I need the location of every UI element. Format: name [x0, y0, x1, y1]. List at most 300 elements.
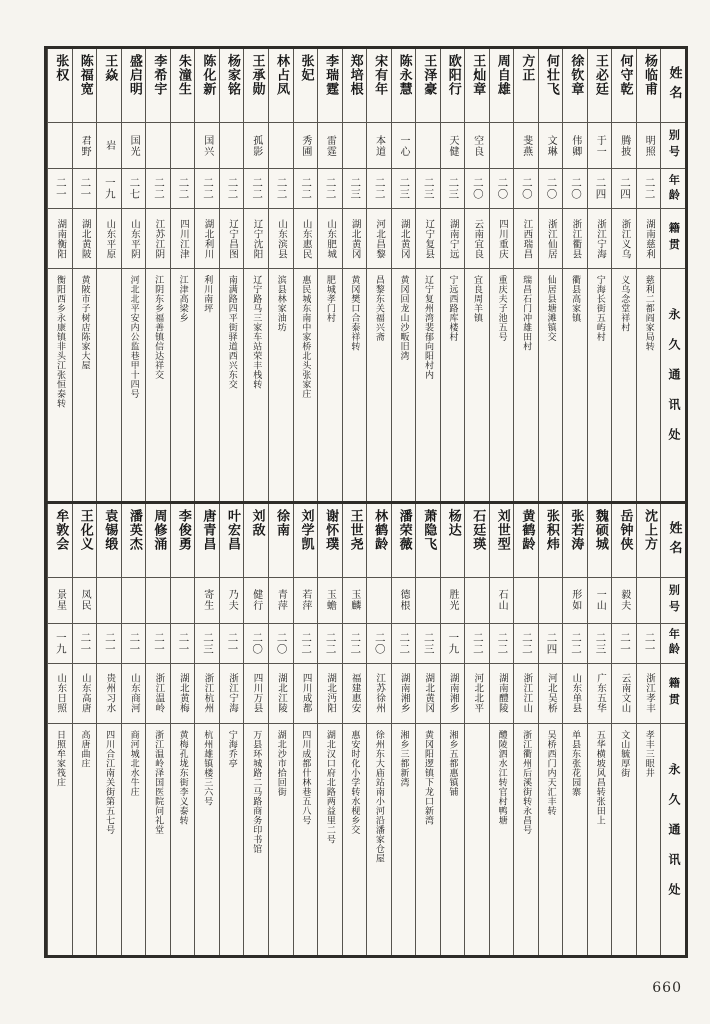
entry-alias: 国光: [122, 123, 146, 169]
entry-origin: 江西瑞昌: [514, 209, 538, 269]
entry-alias: 孤影: [244, 123, 268, 169]
entry-alias: 伟卿: [563, 123, 587, 169]
entry-origin: 山东滨县: [269, 209, 293, 269]
entry-address: 肥城孝门村: [324, 275, 335, 323]
entry-alias: 腾披: [612, 123, 636, 169]
entry-age: 二一: [612, 624, 636, 664]
entry-address: 义乌念堂祥村: [619, 275, 630, 332]
entry-age: 一九: [97, 169, 121, 209]
entry-address: 黄陂市子树店陈家大屋: [79, 275, 90, 370]
entry-address: 慈利二都阎家局转: [643, 275, 654, 351]
entry-address: 湖北沙市拾回街: [275, 729, 286, 796]
entry-origin: 湖北沔阳: [318, 664, 342, 724]
entry-column: [415, 504, 440, 956]
entry-alias: 天健: [441, 123, 465, 169]
entry-origin: 河北吴桥: [539, 664, 563, 724]
entry-name: 袁锡缎: [97, 504, 121, 578]
entry-name: 潘英杰: [122, 504, 146, 578]
entry-name: 刘世型: [490, 504, 514, 578]
entry-column: [587, 504, 612, 956]
entry-alias: 国兴: [195, 123, 219, 169]
entry-address: 吴桥西门内天汇丰转: [545, 729, 556, 815]
entry-name: 魏硕城: [588, 504, 612, 578]
entry-alias: [146, 123, 170, 169]
entry-age: 二三: [416, 169, 440, 209]
header-age-label: 年龄: [661, 169, 685, 209]
entry-column: [513, 504, 538, 956]
entry-alias: [490, 123, 514, 169]
entry-origin: 湖北黄陂: [73, 209, 97, 269]
entry-alias: [269, 123, 293, 169]
entry-column: [513, 49, 538, 501]
entry-age: 二二: [318, 624, 342, 664]
entry-alias: [97, 578, 121, 624]
header-alias-label: 别号: [661, 578, 685, 624]
entry-address: 辽宁复州湾裴郁向阳村内: [422, 275, 433, 380]
entry-alias: [637, 578, 661, 624]
entry-name: 林占凤: [269, 49, 293, 123]
entry-alias: 斐燕: [514, 123, 538, 169]
entry-origin: 江苏江阴: [146, 209, 170, 269]
entry-alias: 明照: [637, 123, 661, 169]
entry-name: 陈福宽: [73, 49, 97, 123]
entry-age: 二二: [294, 169, 318, 209]
entry-column: [121, 504, 146, 956]
entry-column: [219, 49, 244, 501]
entry-age: 二一: [122, 624, 146, 664]
entry-column: [194, 504, 219, 956]
entry-column: [342, 504, 367, 956]
entry-column: [72, 49, 97, 501]
entry-age: 二〇: [244, 624, 268, 664]
entry-column: [317, 504, 342, 956]
entry-name: 王必廷: [588, 49, 612, 123]
entry-alias: [465, 578, 489, 624]
entry-address: 四川合江南关街第五七号: [104, 729, 115, 834]
header-origin-label: 籍贯: [661, 209, 685, 269]
entry-origin: 湖南慈利: [637, 209, 661, 269]
entry-alias: [367, 578, 391, 624]
entry-alias: 岩: [97, 123, 121, 169]
entry-alias: [514, 578, 538, 624]
entry-column: [636, 49, 661, 501]
entry-origin: 山东平阴: [122, 209, 146, 269]
entry-origin: 山东日照: [48, 664, 72, 724]
entry-name: 刘学凯: [294, 504, 318, 578]
header-name-label: 姓名: [661, 49, 685, 123]
entry-name: 方正: [514, 49, 538, 123]
entry-address: 宁远西路库楼村: [447, 275, 458, 342]
entry-column: [440, 504, 465, 956]
entry-address: 瑞昌石门冲雄田村: [521, 275, 532, 351]
entry-name: 黄鹤龄: [514, 504, 538, 578]
entry-age: 二二: [563, 624, 587, 664]
entry-origin: 浙江宁海: [220, 664, 244, 724]
entry-age: 二四: [539, 624, 563, 664]
entry-address: 湖北汉口府北路两益里二号: [324, 729, 335, 844]
entry-column: [47, 49, 72, 501]
entry-name: 刘敌: [244, 504, 268, 578]
entry-alias: [146, 578, 170, 624]
entry-name: 郑培根: [343, 49, 367, 123]
entry-column: [366, 49, 391, 501]
entry-column: [317, 49, 342, 501]
header-name-label: 姓名: [661, 504, 685, 578]
table-band-top: [47, 49, 685, 504]
entry-age: 二〇: [490, 169, 514, 209]
entry-origin: 湖南醴陵: [490, 664, 514, 724]
entry-address: 四川成都什林巷五八号: [300, 729, 311, 825]
entry-origin: 山东高唐: [73, 664, 97, 724]
entry-name: 陈永慧: [392, 49, 416, 123]
entry-address: 孝丰三眼井: [643, 729, 654, 777]
entry-name: 牟敦会: [48, 504, 72, 578]
entry-alias: 文琳: [539, 123, 563, 169]
entry-origin: 湖南衡阳: [48, 209, 72, 269]
entry-origin: 辽宁沈阳: [244, 209, 268, 269]
header-column: [660, 504, 685, 956]
entry-address: 杭州雄镇楼三六号: [202, 729, 213, 806]
header-origin-label: 籍贯: [661, 664, 685, 724]
header-address-label: 永久通讯处: [666, 762, 681, 913]
entry-address: 宁海乔亭: [226, 729, 237, 768]
entry-origin: 湖北黄冈: [416, 664, 440, 724]
entry-origin: 广东五华: [588, 664, 612, 724]
entry-name: 李瑞霆: [318, 49, 342, 123]
entry-origin: 浙江杭州: [195, 664, 219, 724]
entry-age: 二一: [97, 624, 121, 664]
entry-age: 二二: [392, 624, 416, 664]
entry-column: [464, 49, 489, 501]
entry-alias: [416, 578, 440, 624]
entry-origin: 辽宁昌图: [220, 209, 244, 269]
entry-column: [415, 49, 440, 501]
entry-name: 张妃: [294, 49, 318, 123]
entry-column: [587, 49, 612, 501]
entry-name: 盛启明: [122, 49, 146, 123]
entry-column: [366, 504, 391, 956]
entry-column: [391, 49, 416, 501]
entry-alias: [171, 578, 195, 624]
entry-address: 衡阳西乡永康镇非头江张恒泰转: [55, 275, 65, 408]
entry-origin: 江苏徐州: [367, 664, 391, 724]
entry-age: 二一: [220, 624, 244, 664]
entry-origin: 贵州习水: [97, 664, 121, 724]
entry-name: 沈上方: [637, 504, 661, 578]
entry-address: 醴陵泗水江转官村鸭塘: [496, 729, 507, 825]
entry-age: 二一: [146, 624, 170, 664]
entry-origin: 四川万县: [244, 664, 268, 724]
entry-alias: [122, 578, 146, 624]
entry-age: 二二: [220, 169, 244, 209]
entry-address: 辽宁路马三家车站荣丰栈转: [251, 275, 262, 389]
entry-age: 二二: [171, 169, 195, 209]
entry-address: 日照牟家筏庄: [55, 729, 65, 787]
entry-address: 宁海长街五屿村: [594, 275, 605, 342]
entry-name: 林鹤龄: [367, 504, 391, 578]
entry-origin: 山东平原: [97, 209, 121, 269]
entry-address: 利川南坪: [202, 275, 213, 313]
entry-origin: 四川重庆: [490, 209, 514, 269]
entry-name: 杨家铭: [220, 49, 244, 123]
entry-alias: 青萍: [269, 578, 293, 624]
entry-age: 二〇: [269, 624, 293, 664]
entry-alias: 一山: [588, 578, 612, 624]
entry-origin: 山东惠民: [294, 209, 318, 269]
entry-column: [72, 504, 97, 956]
entry-alias: 凤民: [73, 578, 97, 624]
entry-origin: 湖南宁远: [441, 209, 465, 269]
entry-column: [464, 504, 489, 956]
entry-address: 河北北平安内公监巷甲十四号: [128, 275, 139, 399]
entry-address: 文山毓厚街: [619, 729, 630, 777]
entry-name: 王泽豪: [416, 49, 440, 123]
entry-name: 唐青昌: [195, 504, 219, 578]
entry-alias: 德根: [392, 578, 416, 624]
entry-column: [194, 49, 219, 501]
entry-age: 二二: [637, 169, 661, 209]
entry-age: 一九: [441, 624, 465, 664]
entry-address: 徐州东大庙站南小河沿潘家仓屋: [373, 729, 384, 863]
entry-age: 二一: [637, 624, 661, 664]
entry-age: 二三: [392, 169, 416, 209]
entry-age: 二四: [612, 169, 636, 209]
entry-address: 惠民城东南中家桥北头张家庄: [300, 275, 311, 399]
entry-address: [97, 269, 121, 501]
entry-origin: 湖北黄冈: [392, 209, 416, 269]
entry-age: 二〇: [563, 169, 587, 209]
entry-name: 李希宇: [146, 49, 170, 123]
entry-origin: 河北昌黎: [367, 209, 391, 269]
entry-name: 杨临甫: [637, 49, 661, 123]
entry-name: 王化义: [73, 504, 97, 578]
entry-alias: 本道: [367, 123, 391, 169]
entry-name: 徐南: [269, 504, 293, 578]
entry-address: 湘乡五都惠镇铺: [447, 729, 458, 796]
entry-column: [636, 504, 661, 956]
entry-address: 江阴东乡福善镇信达祥交: [153, 275, 164, 380]
entry-name: 王灿章: [465, 49, 489, 123]
entry-name: 欧阳行: [441, 49, 465, 123]
entry-column: [293, 504, 318, 956]
entry-address: 黄冈樊口合泰祥转: [349, 275, 360, 351]
entry-address: 仙居县塘滩镇交: [545, 275, 556, 342]
entry-origin: 四川江津: [171, 209, 195, 269]
entry-address: 江津高梁乡: [177, 275, 188, 323]
entry-age: 二三: [195, 624, 219, 664]
entry-name: 王焱: [97, 49, 121, 123]
entry-origin: 湖南湘乡: [392, 664, 416, 724]
entry-age: 二〇: [514, 169, 538, 209]
entry-age: 二三: [588, 624, 612, 664]
entry-address: 浙江衢州后溪街转永昌号: [521, 729, 532, 834]
entry-address: 重庆夫子池五号: [496, 275, 507, 342]
entry-alias: [220, 123, 244, 169]
entry-alias: [539, 578, 563, 624]
entry-age: 二二: [195, 169, 219, 209]
entry-address: 五华横坡风昌转张田上: [594, 729, 605, 825]
entry-column: [538, 504, 563, 956]
entry-address: 宜良周羊镇: [472, 275, 483, 323]
entry-age: 二二: [367, 169, 391, 209]
entry-column: [170, 504, 195, 956]
entry-alias: 一心: [392, 123, 416, 169]
entry-origin: 云南文山: [612, 664, 636, 724]
entry-column: [538, 49, 563, 501]
entry-age: 二二: [343, 624, 367, 664]
entry-origin: 山东肥城: [318, 209, 342, 269]
entry-column: [96, 504, 121, 956]
entry-address: 黄冈阳逻镇下龙口新湾: [422, 729, 433, 825]
entry-origin: 湖北黄梅: [171, 664, 195, 724]
entry-age: 二二: [490, 624, 514, 664]
entry-origin: 山东单县: [563, 664, 587, 724]
entry-column: [293, 49, 318, 501]
entry-column: [268, 504, 293, 956]
entry-alias: [343, 123, 367, 169]
entry-origin: 浙江义乌: [612, 209, 636, 269]
entry-name: 萧隐飞: [416, 504, 440, 578]
entry-column: [489, 504, 514, 956]
entry-column: [243, 49, 268, 501]
entry-alias: [416, 123, 440, 169]
entry-origin: 浙江孝丰: [637, 664, 661, 724]
entry-age: 二〇: [367, 624, 391, 664]
entry-alias: 玉麟: [343, 578, 367, 624]
entry-alias: 雷霆: [318, 123, 342, 169]
entry-name: 杨达: [441, 504, 465, 578]
entry-name: 李俊勇: [171, 504, 195, 578]
header-age-label: 年龄: [661, 624, 685, 664]
entry-name: 张权: [48, 49, 72, 123]
entry-age: 二二: [146, 169, 170, 209]
entry-name: 宋有年: [367, 49, 391, 123]
entry-column: [170, 49, 195, 501]
entry-column: [562, 49, 587, 501]
entry-age: 二一: [73, 169, 97, 209]
entry-name: 张若涛: [563, 504, 587, 578]
entry-age: 二一: [48, 169, 72, 209]
entry-column: [243, 504, 268, 956]
entry-column: [562, 504, 587, 956]
table-band-bottom: [47, 504, 685, 956]
entry-origin: 浙江衢县: [563, 209, 587, 269]
entry-column: [611, 49, 636, 501]
entry-address: 黄冈回龙山沙畈旧湾: [398, 275, 409, 361]
entry-address: 浙江温岭泽国医院问礼堂: [153, 729, 164, 834]
entry-origin: 四川成都: [294, 664, 318, 724]
entry-alias: 秀圃: [294, 123, 318, 169]
entry-alias: 胜光: [441, 578, 465, 624]
entry-age: 二三: [416, 624, 440, 664]
entry-origin: 浙江温岭: [146, 664, 170, 724]
entry-age: 二二: [294, 624, 318, 664]
entry-alias: 形如: [563, 578, 587, 624]
entry-alias: 寄生: [195, 578, 219, 624]
entry-name: 朱潼生: [171, 49, 195, 123]
entry-origin: 湖北江陵: [269, 664, 293, 724]
entry-age: 一九: [48, 624, 72, 664]
entry-address: 万县环城路二马路商务印书馆: [251, 729, 262, 853]
entry-age: 二七: [122, 169, 146, 209]
entry-name: 周自雄: [490, 49, 514, 123]
entry-name: 何壮飞: [539, 49, 563, 123]
header-address-label: 永久通讯处: [666, 308, 681, 459]
entry-address: 商河城北水牛庄: [128, 729, 139, 796]
entry-address: 滨县林家油坊: [275, 275, 286, 332]
entry-address: [465, 724, 489, 956]
entry-address: 高唐曲庄: [79, 729, 90, 768]
entry-column: [47, 504, 72, 956]
entry-origin: 福建惠安: [343, 664, 367, 724]
entry-alias: 乃夫: [220, 578, 244, 624]
entry-alias: 若萍: [294, 578, 318, 624]
entry-origin: 河北北平: [465, 664, 489, 724]
entry-column: [121, 49, 146, 501]
entry-age: 二二: [465, 624, 489, 664]
entry-name: 何守乾: [612, 49, 636, 123]
entry-age: 二二: [244, 169, 268, 209]
entry-alias: 毅夫: [612, 578, 636, 624]
entry-name: 潘荣薇: [392, 504, 416, 578]
entry-alias: 空良: [465, 123, 489, 169]
entry-origin: 湖北黄冈: [343, 209, 367, 269]
entry-column: [440, 49, 465, 501]
entry-age: 二〇: [539, 169, 563, 209]
entry-age: 二三: [343, 169, 367, 209]
entry-name: 谢怀璞: [318, 504, 342, 578]
entry-origin: 辽宁复县: [416, 209, 440, 269]
entry-column: [391, 504, 416, 956]
entry-name: 陈化新: [195, 49, 219, 123]
entry-column: [219, 504, 244, 956]
entry-name: 张积炜: [539, 504, 563, 578]
entry-alias: [171, 123, 195, 169]
entry-alias: [48, 123, 72, 169]
entry-age: 二〇: [465, 169, 489, 209]
entry-address: 昌黎东关福兴斋: [373, 275, 384, 342]
entry-name: 岳钟侠: [612, 504, 636, 578]
entry-alias: 于一: [588, 123, 612, 169]
entry-origin: 湖北利川: [195, 209, 219, 269]
entry-address: 衢县高家镇: [570, 275, 581, 323]
entry-address: 惠安时化小学转水枧乡交: [349, 729, 360, 834]
entry-address: 湘乡三都新湾: [398, 729, 409, 787]
entry-origin: 湖南湘乡: [441, 664, 465, 724]
entry-column: [145, 504, 170, 956]
entry-column: [268, 49, 293, 501]
page-number: 660: [652, 980, 682, 996]
entry-alias: 君野: [73, 123, 97, 169]
directory-table: [44, 46, 688, 958]
entry-age: 二二: [514, 624, 538, 664]
entry-age: 二三: [441, 169, 465, 209]
entry-origin: 浙江宁海: [588, 209, 612, 269]
header-column: [660, 49, 685, 501]
entry-name: 王承勋: [244, 49, 268, 123]
entry-origin: 山东商河: [122, 664, 146, 724]
entry-origin: 浙江仙居: [539, 209, 563, 269]
entry-column: [96, 49, 121, 501]
entry-origin: 浙江江山: [514, 664, 538, 724]
entry-column: [489, 49, 514, 501]
entry-address: 黄梅孔垅东街李义泰转: [177, 729, 188, 825]
entry-column: [611, 504, 636, 956]
entry-address: 单县东张花园寨: [570, 729, 581, 796]
entry-alias: 健行: [244, 578, 268, 624]
entry-name: 石廷瑛: [465, 504, 489, 578]
entry-alias: 景星: [48, 578, 72, 624]
